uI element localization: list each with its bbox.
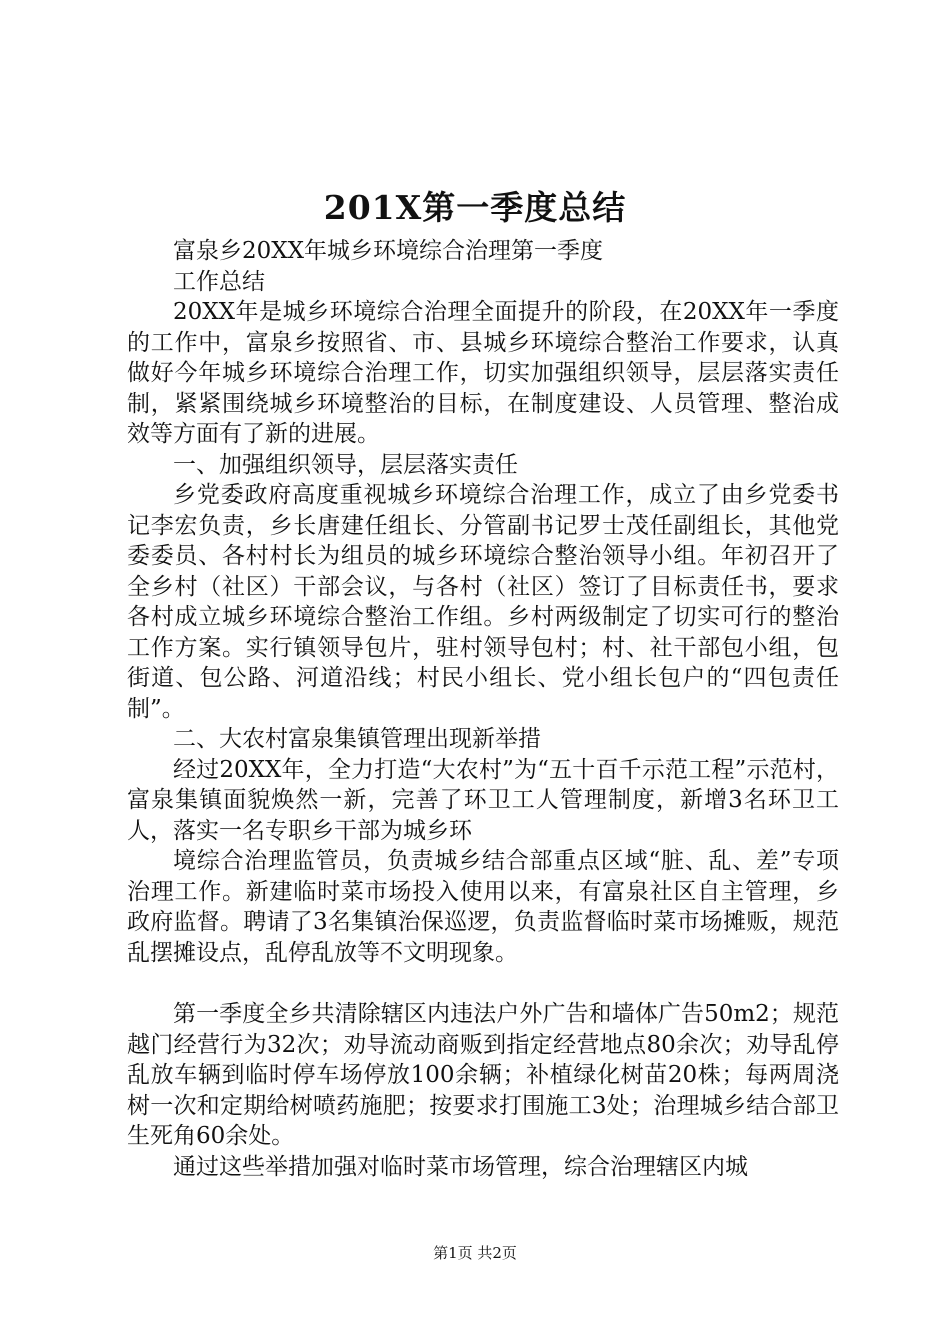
section-heading-1: 一、加强组织领导，层层落实责任: [173, 451, 518, 478]
intro-paragraph: 20XX年是城乡环境综合治理全面提升的阶段，在20XX年一季度的工作中，富泉乡按照省、市、县城乡环境综合整治工作要求，认真做好今年城乡环境综合治理工作，切实加强组织领导，层层落实责任制，紧紧围绕城乡环境整治的目标，在制度建设、人员管理、整治成效等方面有了新的进展。: [127, 299, 839, 447]
subtitle-line-2: 工作总结: [173, 268, 265, 295]
document-body: [127, 236, 839, 1182]
statistics-paragraph: 第一季度全乡共清除辖区内违法户外广告和墙体广告50m2；规范越门经营行为32次；劝导流动商贩到指定经营地点80余次；劝导乱停乱放车辆到临时停车场停放100余辆；补植绿化树苗20株；每两周浇树一次和定期给树喷药施肥；按要求打围施工3处；治理城乡结合部卫生死角60余处。: [127, 1001, 839, 1149]
closing-paragraph: 通过这些举措加强对临时菜市场管理，综合治理辖区内城: [173, 1153, 748, 1180]
subtitle-line-1: 富泉乡20XX年城乡环境综合治理第一季度: [173, 238, 604, 264]
document-title: 201X第一季度总结: [323, 188, 627, 227]
section-1-paragraph: 乡党委政府高度重视城乡环境综合治理工作，成立了由乡党委书记李宏负责，乡长唐建任组长、分管副书记罗士茂任副组长，其他党委委员、各村村长为组员的城乡环境综合整治领导小组。年初召开了全乡村（社区）干部会议，与各村（社区）签订了目标责任书，要求各村成立城乡环境综合整治工作组。乡村两级制定了切实可行的整治工作方案。实行镇领导包片，驻村领导包村；村、社干部包小组，包街道、包公路、河道沿线；村民小组长、党小组长包户的“四包责任制”。: [127, 482, 839, 722]
section-heading-2: 二、大农村富泉集镇管理出现新举措: [173, 726, 541, 752]
section-2-paragraph-b: 境综合治理监管员，负责城乡结合部重点区域“脏、乱、差”专项治理工作。新建临时菜市场投入使用以来，有富泉社区自主管理，乡政府监督。聘请了3名集镇治保巡逻，负责监督临时菜市场摊贩，规范乱摆摊设点，乱停乱放等不文明现象。: [127, 848, 839, 966]
section-2-paragraph-a: 经过20XX年，全力打造“大农村”为“五十百千示范工程”示范村，富泉集镇面貌焕然一新，完善了环卫工人管理制度，新增3名环卫工人，落实一名专职乡干部为城乡环: [127, 756, 839, 844]
page-footer: 第1页 共2页: [433, 1244, 517, 1262]
